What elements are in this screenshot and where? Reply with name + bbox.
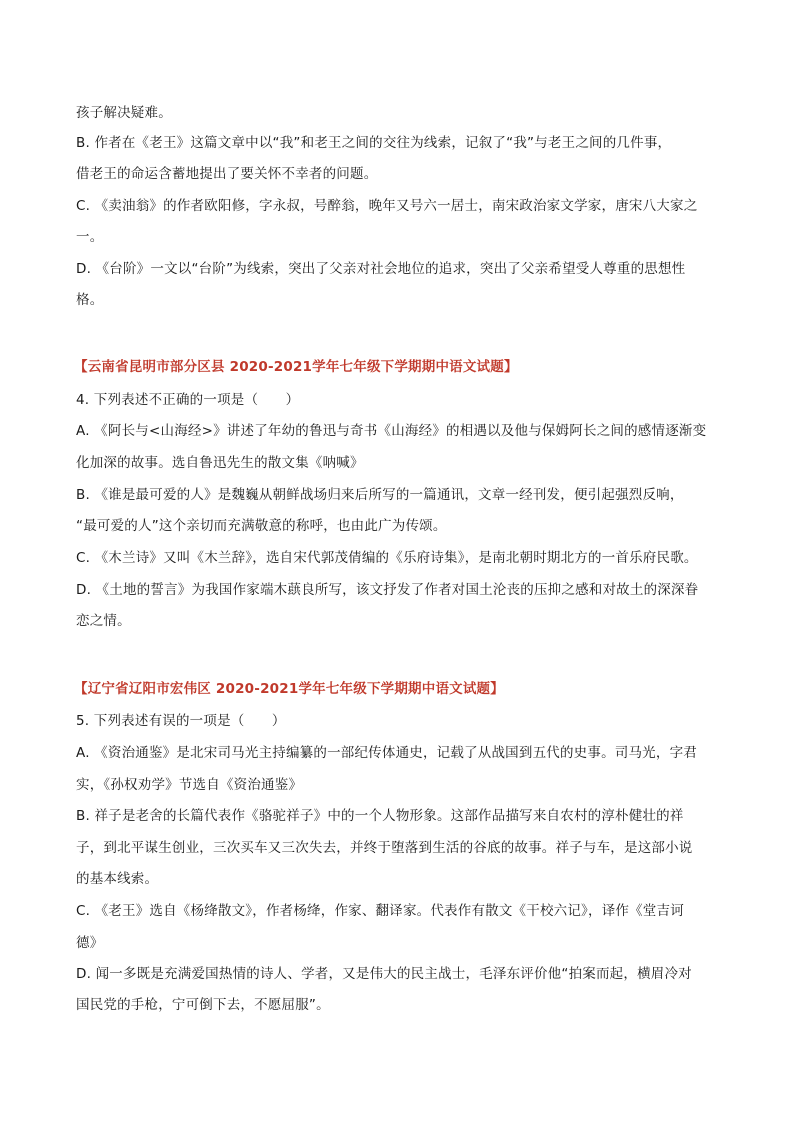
- text-line: 实，《孙权劝学》节选自《资治通鉴》: [76, 777, 303, 793]
- text-line: “最可爱的人”这个亲切而充满敬意的称呼，也由此广为传颂。: [76, 518, 447, 534]
- option-c-line: C. 《木兰诗》又叫《木兰辞》，选自宋代郭茂倩编的《乐府诗集》，是南北朝时期北方的一首乐府民歌。: [76, 550, 698, 566]
- option-d-line: D. 《台阶》一文以“台阶”为线索，突出了父亲对社会地位的追求，突出了父亲希望受人尊重的思想性: [76, 261, 686, 277]
- option-b-line: B. 作者在《老王》这篇文章中以“我”和老王之间的交往为线索，记叙了“我”与老王之间的几件事，: [76, 135, 672, 151]
- text-line: 德》: [76, 935, 104, 951]
- option-c-line: C. 《卖油翁》的作者欧阳修，字永叔，号醉翁，晚年又号六一居士，南宋政治家文学家，唐宋八大家之: [76, 198, 698, 214]
- text-line: 孩子解决疑难。: [76, 105, 172, 121]
- text-line: 的基本线索。: [76, 871, 159, 887]
- text-line: 恋之情。: [76, 613, 131, 629]
- question-stem: 4. 下列表述不正确的一项是（ ）: [76, 392, 300, 408]
- question-stem: 5. 下列表述有误的一项是（ ）: [76, 713, 286, 729]
- option-d-line: D. 闻一多既是充满爱国热情的诗人、学者，又是伟大的民主战士，毛泽东评价他“拍案而起，横眉冷对: [76, 966, 692, 982]
- text-line: 格。: [76, 292, 104, 308]
- option-d-line: D. 《土地的誓言》为我国作家端木蕻良所写，该文抒发了作者对国土沦丧的压抑之感和对故土的深深眷: [76, 582, 699, 598]
- text-line: 子，到北平谋生创业，三次买车又三次失去，并终于堕落到生活的谷底的故事。祥子与车，是这部小说: [76, 840, 693, 856]
- question-source-heading: 【辽宁省辽阳市宏伟区 2020-2021学年七年级下学期期中语文试题】: [74, 681, 504, 697]
- option-c-line: C. 《老王》选自《杨绛散文》，作者杨绛，作家、翻译家。代表作有散文《干校六记》，译作《堂吉诃: [76, 903, 684, 919]
- text-line: 一。: [76, 229, 104, 245]
- question-source-heading: 【云南省昆明市部分区县 2020-2021学年七年级下学期期中语文试题】: [74, 359, 518, 375]
- text-line: 化加深的故事。选自鲁迅先生的散文集《呐喊》: [76, 455, 364, 471]
- text-line: 国民党的手枪，宁可倒下去，不愿屈服”。: [76, 997, 330, 1013]
- option-b-line: B. 《谁是最可爱的人》是魏巍从朝鲜战场归来后所写的一篇通讯，文章一经刊发，便引起强烈反响，: [76, 487, 684, 503]
- option-a-line: A. 《资治通鉴》是北宋司马光主持编纂的一部纪传体通史，记载了从战国到五代的史事。司马光，字君: [76, 745, 697, 761]
- option-a-line: A. 《阿长与<山海经>》讲述了年幼的鲁迅与奇书《山海经》的相遇以及他与保姆阿长之间的感情逐渐变: [76, 423, 707, 439]
- text-line: 借老王的命运含蓄地提出了要关怀不幸者的问题。: [76, 166, 378, 182]
- option-b-line: B. 祥子是老舍的长篇代表作《骆驼祥子》中的一个人物形象。这部作品描写来自农村的淳朴健壮的祥: [76, 808, 684, 824]
